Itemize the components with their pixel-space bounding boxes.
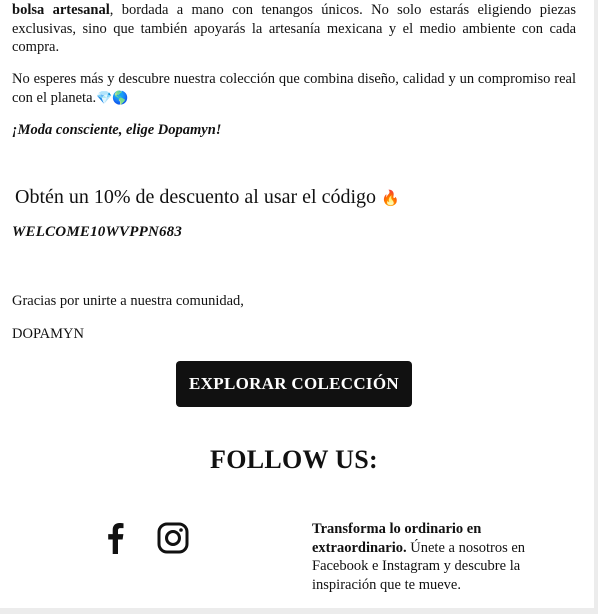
collection-text: No esperes más y descubre nuestra colección que combina diseño, calidad y un compromiso real con el planeta. [12,71,576,106]
discount-text [15,184,400,211]
intro-bold-phrase: bolsa artesanal [12,2,110,18]
instagram-icon[interactable] [157,522,189,554]
tagline: ¡Moda consciente, elige Dopamyn! [12,122,222,138]
facebook-icon[interactable] [104,522,126,554]
fire-emoji-icon: 🔥 [381,189,400,207]
promo-text: Únete a nosotros en Facebook e Instagram y descubre la inspiración que te mueve. [312,539,526,593]
collection-paragraph [12,70,576,108]
discount-code: WELCOME10WVPPN683 [12,224,183,240]
gem-globe-emoji-icon: 💎🌎 [96,90,129,106]
discount-label: Obtén un 10% de descuento al usar el código [15,186,377,208]
promo-bold: Transforma lo ordinario en extraordinario. [312,521,482,556]
social-promo-text [312,520,562,594]
thanks-text: Gracias por unirte a nuestra comunidad, [12,293,244,309]
intro-paragraph [12,1,576,57]
follow-us-title: FOLLOW US: [210,445,378,474]
intro-text: , bordada a mano con tenangos únicos. No solo estarás eligiendo piezas exclusivas, sino que también apoyarás la artesanía mexicana y el medio ambiente con cada compra. [12,2,576,55]
explore-collection-button[interactable]: EXPLORAR COLECCIÓN [176,361,412,407]
signature: DOPAMYN [12,326,84,342]
